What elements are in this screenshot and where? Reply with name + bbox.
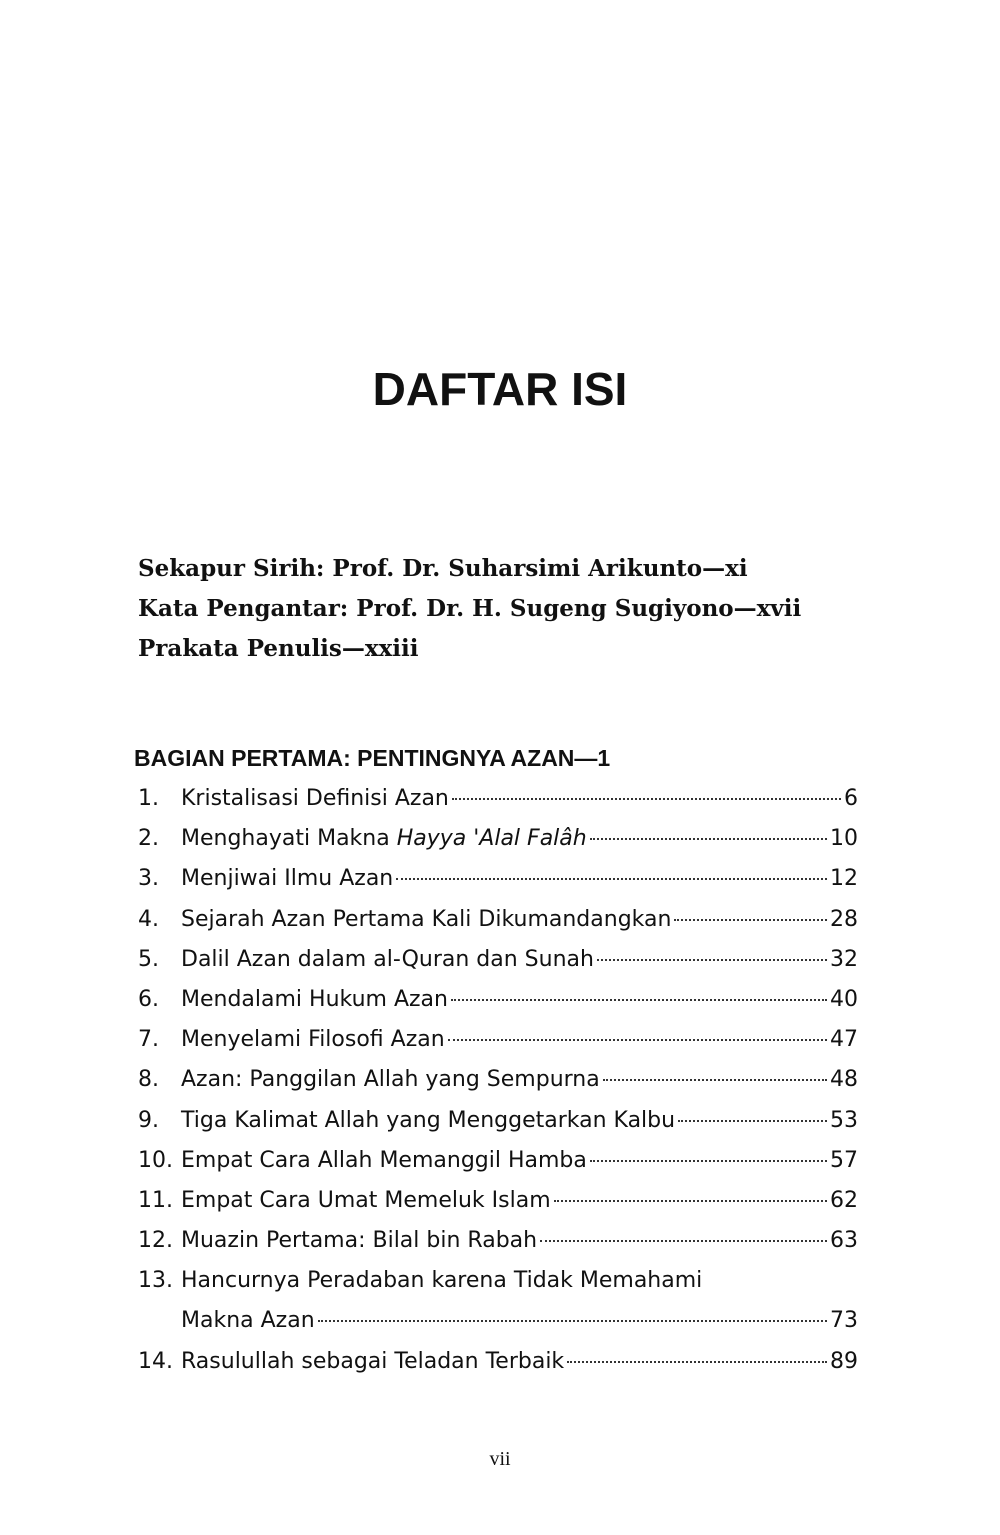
toc-entry: [138, 1103, 858, 1143]
entry-number: 13.: [138, 1268, 173, 1294]
toc-entry: [138, 902, 858, 942]
entry-number: 1.: [138, 786, 159, 811]
entry-page: 32: [830, 946, 858, 972]
entry-label: Azan: Panggilan Allah yang Sempurna: [181, 1067, 600, 1093]
front-matter-list: [138, 549, 801, 669]
entry-page: 6: [844, 786, 858, 811]
entry-label-continuation: Makna Azan: [181, 1308, 315, 1334]
entry-number: 4.: [138, 906, 159, 932]
entry-number: 9.: [138, 1107, 159, 1133]
toc-entry: [138, 1062, 858, 1102]
toc-entry: [138, 1344, 858, 1384]
entry-number: 3.: [138, 866, 159, 892]
page-number: vii: [489, 1448, 511, 1470]
entry-number: 14.: [138, 1348, 173, 1374]
entry-page: 40: [830, 986, 858, 1012]
entry-label: Menyelami Filosofi Azan: [181, 1027, 445, 1053]
entry-label: Mendalami Hukum Azan: [181, 986, 448, 1012]
entry-page: 48: [830, 1067, 858, 1093]
entry-number: 7.: [138, 1027, 159, 1053]
entry-label: Menjiwai Ilmu Azan: [181, 866, 394, 892]
part-heading: BAGIAN PERTAMA: PENTINGNYA AZAN—1: [134, 745, 611, 771]
dot-leader: [678, 1120, 827, 1122]
dot-leader: [567, 1361, 827, 1363]
entry-number: 6.: [138, 986, 159, 1012]
entry-label: [181, 821, 587, 857]
dot-leader: [590, 1160, 827, 1162]
dot-leader: [452, 798, 841, 800]
dot-leader: [590, 838, 827, 840]
front-matter-item: Prakata Penulis—xxiii: [138, 635, 419, 662]
entry-label: Hancurnya Peradaban karena Tidak Memahami: [181, 1268, 703, 1294]
entry-label: Dalil Azan dalam al-Quran dan Sunah: [181, 946, 594, 972]
entry-number: 10.: [138, 1147, 173, 1173]
entry-page: 47: [830, 1027, 858, 1053]
toc-entry: [138, 781, 858, 821]
entry-page: 73: [830, 1308, 858, 1334]
entry-page: 28: [830, 906, 858, 932]
entry-page: 53: [830, 1107, 858, 1133]
entry-label: Muazin Pertama: Bilal bin Rabah: [181, 1228, 538, 1254]
entry-label: Tiga Kalimat Allah yang Menggetarkan Kalbu: [181, 1107, 676, 1133]
entry-number: 12.: [138, 1228, 173, 1254]
page-title: DAFTAR ISI: [372, 363, 628, 415]
dot-leader: [554, 1200, 827, 1202]
entry-number: 8.: [138, 1067, 159, 1093]
entry-label: Kristalisasi Definisi Azan: [181, 786, 449, 811]
entry-page: 89: [830, 1348, 858, 1374]
entry-page: 12: [830, 866, 858, 892]
dot-leader: [674, 919, 827, 921]
front-matter-item: Kata Pengantar: Prof. Dr. H. Sugeng Sugiyono—xvii: [138, 595, 802, 622]
dot-leader: [540, 1240, 827, 1242]
toc-entry: [138, 861, 858, 901]
dot-leader: [318, 1320, 827, 1322]
toc-entry: [138, 982, 858, 1022]
toc-list: [138, 781, 858, 1384]
entry-page: 63: [830, 1228, 858, 1254]
entry-number: 11.: [138, 1187, 173, 1213]
entry-page: 62: [830, 1187, 858, 1213]
entry-label: Empat Cara Allah Memanggil Hamba: [181, 1147, 587, 1173]
entry-label-italic: Hayya 'Alal Falâh: [396, 826, 587, 852]
dot-leader: [396, 878, 827, 880]
toc-entry: [138, 1183, 858, 1223]
toc-entry: [138, 821, 858, 861]
dot-leader: [448, 1039, 827, 1041]
entry-label: Empat Cara Umat Memeluk Islam: [181, 1187, 551, 1213]
toc-entry-continuation: [138, 1303, 858, 1343]
entry-number: 2.: [138, 826, 159, 852]
entry-page: 57: [830, 1147, 858, 1173]
entry-label-text: Menghayati Makna: [181, 826, 397, 852]
entry-number: 5.: [138, 946, 159, 972]
toc-entry: [138, 1223, 858, 1263]
front-matter-item: Sekapur Sirih: Prof. Dr. Suharsimi Arikunto—xi: [138, 555, 748, 582]
dot-leader: [597, 959, 827, 961]
toc-entry: [138, 942, 858, 982]
toc-entry-first-line: [138, 1263, 858, 1303]
entry-label: Sejarah Azan Pertama Kali Dikumandangkan: [181, 906, 672, 932]
toc-entry: [138, 1143, 858, 1183]
dot-leader: [451, 999, 827, 1001]
entry-page: 10: [830, 826, 858, 852]
dot-leader: [603, 1079, 827, 1081]
toc-entry: [138, 1022, 858, 1062]
entry-label: Rasulullah sebagai Teladan Terbaik: [181, 1348, 565, 1374]
